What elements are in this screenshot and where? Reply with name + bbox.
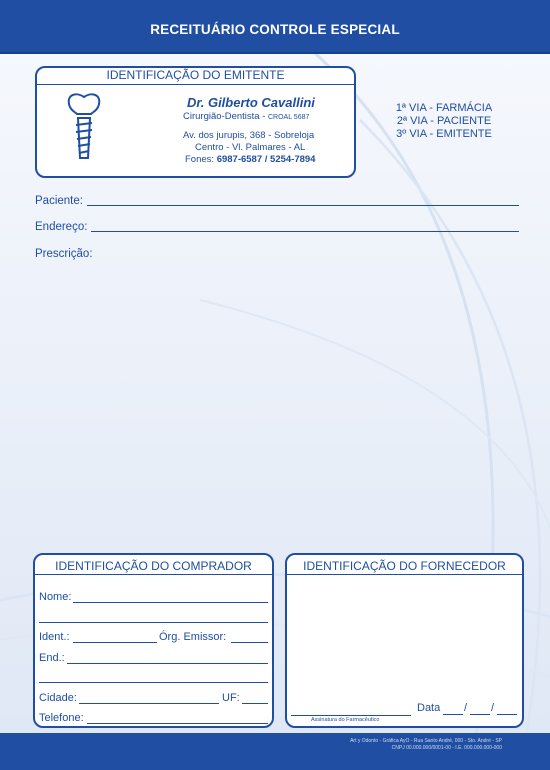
end-label: End.: <box>39 652 65 664</box>
data-label: Data <box>417 702 441 714</box>
phones-value: 6987-6587 / 5254-7894 <box>216 154 316 165</box>
copy-destinations <box>385 102 503 141</box>
page-footer <box>0 733 550 770</box>
endereco-field[interactable] <box>91 231 519 232</box>
signature-caption: Assinatura do Farmacêutico <box>311 717 380 723</box>
tooth-implant-icon <box>63 92 105 164</box>
emitente-box <box>35 66 356 178</box>
fornecedor-box <box>285 553 524 728</box>
doctor-name: Dr. Gilberto Cavallini <box>187 95 315 110</box>
endereco-label: Endereço: <box>35 221 88 233</box>
signature-line[interactable] <box>291 715 411 716</box>
specialty-text: Cirurgião-Dentista - <box>183 111 268 122</box>
doctor-phones <box>185 154 315 165</box>
date-day-field[interactable] <box>443 714 463 715</box>
doctor-specialty <box>183 111 309 122</box>
comprador-box <box>33 553 274 728</box>
paciente-label: Paciente: <box>35 195 83 207</box>
org-emissor-label: Órg. Emissor: <box>159 631 227 643</box>
doctor-address-1: Av. dos jurupis, 368 - Sobreloja <box>183 130 315 141</box>
via-2: 2ª VIA - PACIENTE <box>396 115 492 127</box>
page-header <box>0 0 550 54</box>
via-3: 3º VIA - EMITENTE <box>396 128 492 140</box>
nome-field-line2[interactable] <box>39 622 268 623</box>
end-field-line2[interactable] <box>39 682 268 683</box>
via-1: 1ª VIA - FARMÁCIA <box>395 102 493 114</box>
date-year-field[interactable] <box>497 714 517 715</box>
emitente-title: IDENTIFICAÇÃO DO EMITENTE <box>37 68 354 85</box>
footer-line-1: Art y Odonto - Gráfica AyO - Rua Santo André, 000 - Sto. André - SP <box>350 738 502 744</box>
telefone-label: Telefone: <box>39 712 84 724</box>
date-separator-2: / <box>491 702 495 714</box>
date-month-field[interactable] <box>470 714 490 715</box>
paciente-field[interactable] <box>87 205 519 206</box>
phones-label: Fones: <box>185 154 217 165</box>
prescricao-label: Prescrição: <box>35 248 93 260</box>
fornecedor-title: IDENTIFICAÇÃO DO FORNECEDOR <box>287 559 522 575</box>
end-field[interactable] <box>67 663 268 664</box>
org-emissor-field[interactable] <box>231 642 268 643</box>
uf-label: UF: <box>222 692 240 704</box>
comprador-title: IDENTIFICAÇÃO DO COMPRADOR <box>35 559 272 575</box>
ident-label: Ident.: <box>39 631 70 643</box>
cidade-field[interactable] <box>79 703 219 704</box>
uf-field[interactable] <box>242 703 268 704</box>
croal-number: CROAL 5687 <box>268 114 310 121</box>
telefone-field[interactable] <box>87 723 268 724</box>
date-separator-1: / <box>464 702 468 714</box>
doctor-address-2: Centro - Vl. Palmares - AL <box>195 142 306 153</box>
cidade-label: Cidade: <box>39 692 77 704</box>
footer-line-2: CNPJ 00.000.000/0001-00 - I.E. 000.000.000-000 <box>391 745 502 751</box>
nome-label: Nome: <box>39 591 72 603</box>
ident-field[interactable] <box>73 642 157 643</box>
page-title: RECEITUÁRIO CONTROLE ESPECIAL <box>150 22 400 37</box>
nome-field[interactable] <box>73 602 268 603</box>
